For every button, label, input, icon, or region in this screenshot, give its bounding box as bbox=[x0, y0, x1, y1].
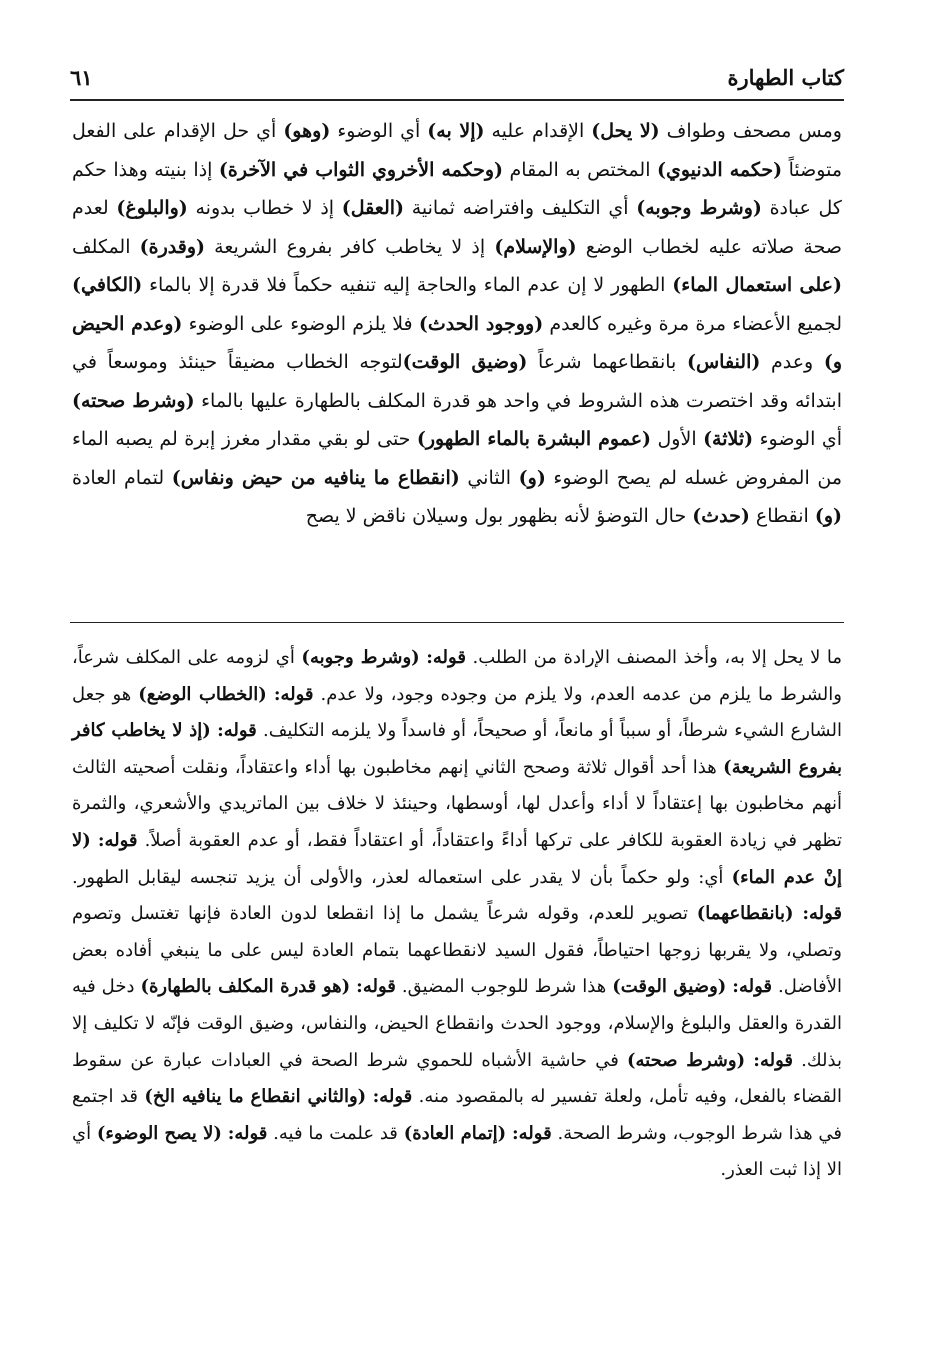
notes-text-run bbox=[267, 684, 274, 705]
main-text-run: حتى لو بقي مقدار مغرز إبرة لم يصبه الماء من المفروض غسله لم يصح الوضوء bbox=[72, 428, 842, 489]
notes-text-run bbox=[794, 903, 803, 924]
notes-text-run: في حاشية الأشباه للحموي شرط الصحة في العبادات عبارة عن سقوط القضاء بالفعل، وفيه تأمل، ولعلة تفسير له بالمقصود منه. bbox=[72, 1049, 842, 1108]
notes-bold-term: (بانقطاعهما) bbox=[696, 903, 794, 925]
main-bold-term: (والبلوغ) bbox=[116, 197, 188, 219]
main-text-run: ومس مصحف وطواف bbox=[659, 120, 842, 142]
notes-bold-term: (الخطاب الوضع) bbox=[138, 683, 267, 705]
main-text-run: إذا بنيته وهذا حكم كل عبادة bbox=[72, 158, 842, 219]
main-text-run: إذ لا خطاب بدونه bbox=[187, 197, 342, 219]
notes-bold-term: (إذ لا يخاطب كافر بفروع الشريعة) bbox=[72, 720, 842, 778]
main-text-run: بانقطاعهما شرعاً bbox=[527, 351, 687, 373]
main-bold-term: (النفاس) bbox=[686, 351, 761, 373]
notes-text-run: أي لزومه على المكلف شرعاً، والشرط ما يلزم من عدمه العدم، ولا يلزم من وجوده وجود، ولا عدم. bbox=[72, 647, 842, 705]
notes-bold-term: قوله: bbox=[802, 903, 842, 925]
notes-bold-term: (وضيق الوقت) bbox=[612, 976, 727, 998]
main-paragraph bbox=[72, 112, 842, 536]
main-bold-term: (وحكمه الأخروي الثواب في الآخرة) bbox=[218, 158, 504, 181]
main-bold-term: (وضيق الوقت) bbox=[402, 351, 528, 373]
notes-bold-term: (لا إنْ عدم الماء) bbox=[72, 829, 842, 888]
main-text-run: أي الوضوء bbox=[330, 120, 428, 142]
main-bold-term: (وعدم الحيض و) bbox=[72, 312, 843, 373]
main-text-run: الإقدام عليه bbox=[484, 120, 592, 142]
main-bold-term: (ووجود الحدث) bbox=[418, 312, 544, 335]
main-text-run: انقطاع bbox=[749, 505, 815, 527]
main-text-run: لتمام العادة bbox=[72, 466, 172, 489]
notes-text-run: ما لا يحل إلا به، وأخذ المصنف الإرادة من الطلب. bbox=[465, 647, 843, 668]
main-bold-term: (وهو) bbox=[283, 120, 331, 142]
main-text-run: حال التوضؤ لأنه بظهور بول وسيلان ناقض لا يصح bbox=[305, 505, 693, 527]
notes-bold-term: (هو قدرة المكلف بالطهارة) bbox=[140, 976, 351, 998]
main-text-run: أي التكليف وافتراضه ثمانية bbox=[404, 197, 637, 219]
notes-bold-term: قوله: bbox=[97, 829, 138, 851]
notes-bold-term: قوله: bbox=[753, 1049, 793, 1071]
main-text-run: فلا يلزم الوضوء على الوضوء bbox=[182, 312, 419, 335]
main-text-run: الثاني bbox=[459, 466, 519, 489]
notes-text-run: قد علمت ما فيه. bbox=[267, 1122, 404, 1144]
notes-bold-term: قوله: bbox=[512, 1122, 552, 1144]
page-header bbox=[70, 50, 844, 90]
main-bold-term: (عموم البشرة بالماء الطهور) bbox=[416, 428, 652, 450]
notes-text-run: قد اجتمع في هذا شرط الوجوب، وشرط الصحة. bbox=[72, 1086, 842, 1144]
notes-text-run: هو جعل الشارع الشيء شرطاً، أو سبباً أو مانعاً، أو صحيحاً، أو فاسداً ولا يلزمه التكليف. bbox=[72, 683, 842, 742]
main-bold-term: (إلا به) bbox=[427, 120, 485, 142]
main-text-run: وعدم bbox=[760, 351, 824, 373]
notes-text-run: هذا شرط للوجوب المضيق. bbox=[395, 976, 613, 998]
main-bold-term: (لا يحل) bbox=[591, 120, 660, 142]
main-bold-term: (حكمه الدنيوي) bbox=[656, 158, 783, 181]
notes-bold-term: (وشرط صحته) bbox=[627, 1049, 746, 1071]
main-bold-term: (وقدرة) bbox=[139, 235, 206, 258]
main-bold-term: (والإسلام) bbox=[494, 235, 577, 258]
main-bold-term: (على استعمال الماء) bbox=[672, 274, 843, 296]
main-text-run: لتوجه الخطاب مضيقاً حينئذ وموسعاً في ابتدائه وقد اختصرت هذه الشروط في واحد هو قدرة المكلف بالطهارة عليها بالماء bbox=[72, 351, 843, 412]
main-text-run: الأول bbox=[651, 428, 704, 450]
main-text-run: أي حل الإقدام على الفعل متوضئاً bbox=[72, 120, 842, 181]
main-text-run: المكلف bbox=[72, 235, 140, 258]
main-text-run: المختص به المقام bbox=[503, 158, 657, 181]
notes-bold-term: قوله: bbox=[273, 683, 314, 705]
notes-bold-term: قوله: bbox=[356, 976, 396, 998]
main-bold-term: (ثلاثة) bbox=[703, 428, 754, 450]
notes-bold-term: قوله: bbox=[372, 1086, 413, 1108]
main-text-run: لجميع الأعضاء مرة مرة وغيره كالعدم bbox=[543, 312, 842, 335]
main-bold-term: (العقل) bbox=[341, 197, 404, 219]
notes-text-run: أي: ولو حكماً بأن لا يقدر على استعماله لعذر، والأولى أن يزيد تنجسه ليقابل الطهور. bbox=[72, 866, 732, 888]
main-bold-term: (الكافي) bbox=[72, 274, 143, 296]
notes-text-run: دخل فيه القدرة والعقل والبلوغ والإسلام، ووجود الحدث وانقطاع الحيض، والنفاس، وضيق الوقت فإنّه لا تكليف إلا بذلك. bbox=[72, 976, 843, 1071]
footnote-divider bbox=[70, 622, 844, 623]
main-text bbox=[72, 112, 842, 536]
notes-text-run: تصوير للعدم، وقوله شرعاً يشمل ما إذا انقطعا لدون العادة فإنها تغتسل وتصوم وتصلي، ولا يقربها زوجها احتياطاً، فقول السيد لانقطاعهما بتمام العادة ليس على ما ينبغي أفاده بعض الأفاضل. bbox=[72, 903, 842, 998]
notes-text-run: أي الا إذا ثبت العذر. bbox=[72, 1122, 842, 1181]
main-text-run: لعدم صحة صلاته عليه لخطاب الوضع bbox=[72, 197, 842, 258]
main-bold-term: (وشرط صحته) bbox=[72, 389, 195, 412]
main-bold-term: (وشرط وجوبه) bbox=[636, 197, 762, 219]
notes-bold-term: قوله: bbox=[426, 647, 466, 668]
main-bold-term: (و) bbox=[814, 505, 842, 527]
notes-bold-term: قوله: bbox=[732, 976, 772, 998]
notes-bold-term: قوله: bbox=[217, 720, 257, 742]
notes-bold-term: (لا يصح الوضوء) bbox=[96, 1122, 222, 1144]
main-text-run: الطهور لا إن عدم الماء والحاجة إليه تنفيه حكماً فلا قدرة إلا بالماء bbox=[142, 274, 673, 296]
main-text-run: إذ لا يخاطب كافر بفروع الشريعة bbox=[205, 235, 495, 258]
notes-bold-term: (وشرط وجوبه) bbox=[301, 647, 420, 668]
notes-bold-term: (إتمام العادة) bbox=[403, 1122, 507, 1144]
main-bold-term: (و) bbox=[518, 466, 546, 489]
page-number: ٦١ bbox=[70, 65, 93, 90]
commentary-text bbox=[72, 640, 842, 1189]
notes-text-run bbox=[91, 830, 98, 851]
commentary-paragraph bbox=[72, 640, 842, 1189]
header-divider bbox=[70, 99, 844, 101]
notes-bold-term: قوله: bbox=[227, 1122, 268, 1144]
book-title: كتاب الطهارة bbox=[727, 65, 844, 90]
notes-text-run: هذا أحد أقوال ثلاثة وصحح الثاني إنهم مخاطبون بها أداء واعتقاداً، ونقلت أصحيته الثالث أنهم مخاطبون بها إعتقاداً لا أداء وأعدل لها، أوسطها، وحينئذ لا خلاف بين الماتريدي والأشعري، والثمرة تظهر في زيادة العقوبة للكافر على تركها أداءً واعتقاداً، أو اعتقاداً فقط، أو عدم العقوبة أصلاً. bbox=[72, 756, 842, 851]
main-bold-term: (حدث) bbox=[692, 505, 750, 527]
main-bold-term: (انقطاع ما ينافيه من حيض ونفاس) bbox=[171, 466, 460, 489]
notes-bold-term: (والثاني انقطاع ما ينافيه الخ) bbox=[144, 1086, 367, 1108]
main-text-run: أي الوضوء bbox=[753, 428, 842, 450]
